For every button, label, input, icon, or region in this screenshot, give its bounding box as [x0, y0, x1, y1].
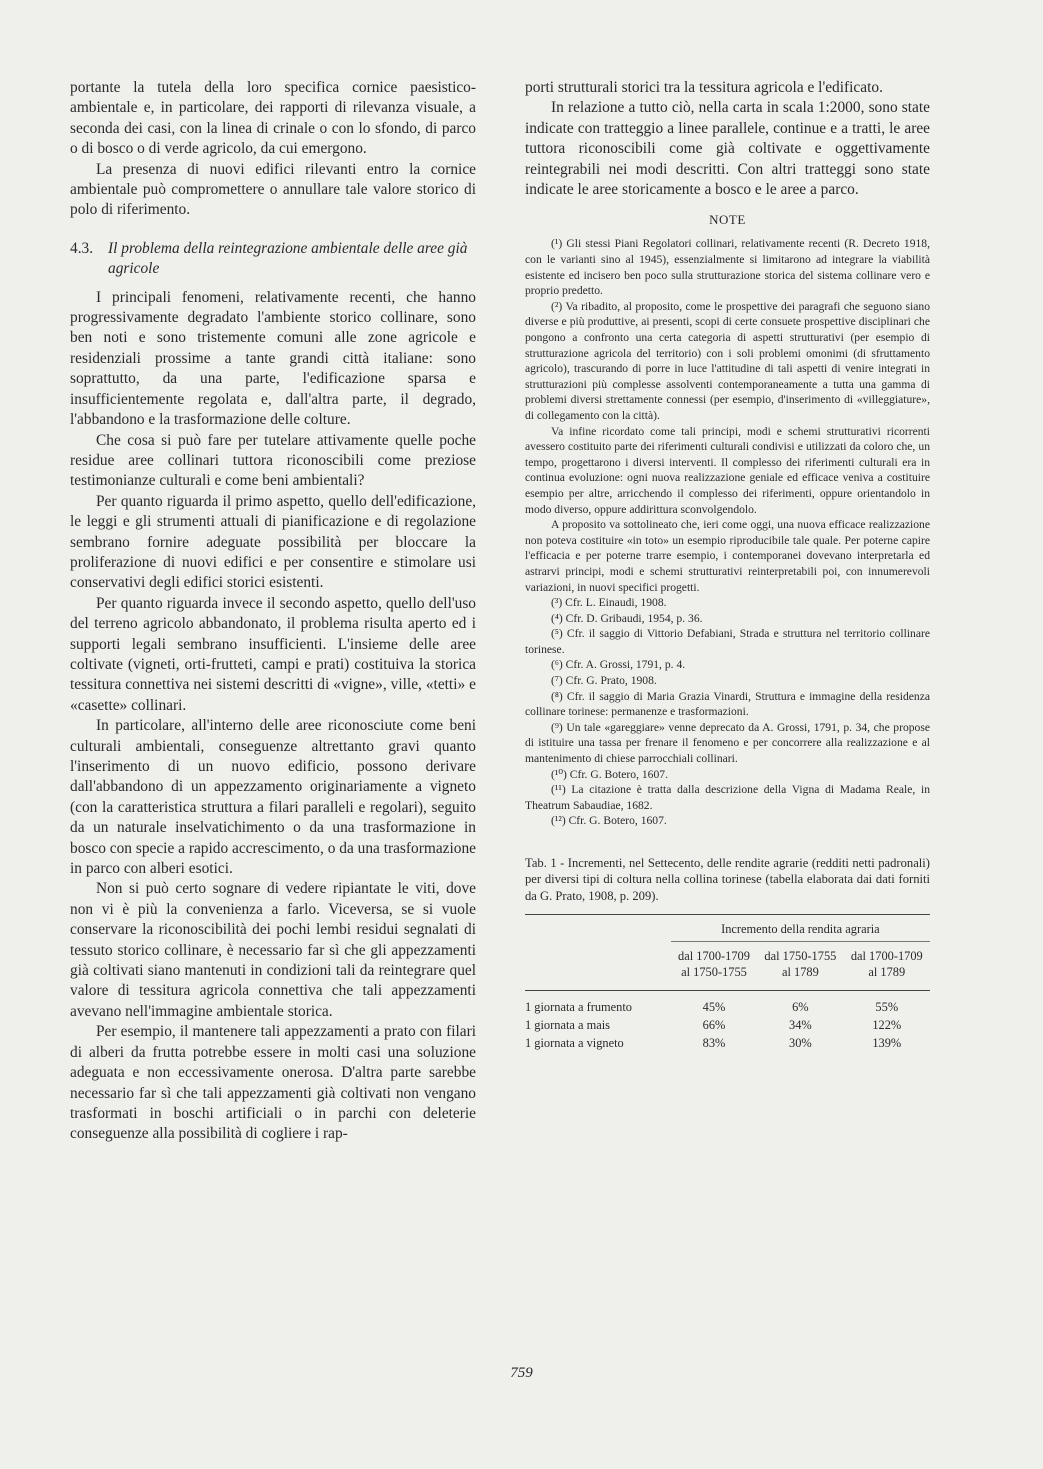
- note: (¹²) Cfr. G. Botero, 1607.: [551, 814, 667, 828]
- paragraph: I principali fenomeni, relativamente recenti, che hanno progressivamente degradato l'ambiente storico collinare, sono ben noti e sono tristemente comuni alle zone agricole e residenziali prossime a tante grandi città italiane: sono soprattutto, da una parte, l'edificazione sparsa e insufficientemente regolata e, dall'altra parte, il degrado, l'abbandono e la trasformazione delle colture.: [70, 288, 476, 429]
- note: (⁹) Un tale «gareggiare» venne deprecato da A. Grossi, 1791, p. 34, che propose di istituire una tassa per frenare il fenomeno e per concorrere alla realizzazione e al mantenimento di chiese parrocchiali collinari.: [525, 720, 930, 766]
- table-cell: 45%: [702, 1000, 726, 1015]
- table-row: [525, 991, 930, 1017]
- paragraph: porti strutturali storici tra la tessitura agricola e l'edificato.: [525, 79, 883, 96]
- note: (¹¹) La citazione è tratta dalla descrizione della Vigna di Madama Reale, in Theatrum Sabaudiae, 1682.: [525, 783, 930, 812]
- table-cell: 139%: [872, 1036, 902, 1051]
- paragraph: Per esempio, il mantenere tali appezzamenti a prato con filari di alberi da frutta potrebbe essere in molti casi una soluzione adeguata e non eccessivamente onerosa. D'altra parte sarebbe necessario far sì che tali appezzamenti già coltivati non vengano trasformati in boschi artificiali o in parchi con deleterie conseguenze alla possibilità di cogliere i rap-: [70, 1023, 476, 1143]
- table-row: [525, 1034, 930, 1052]
- paragraph: portante la tutela della loro specifica cornice paesistico-ambientale e, in particolare, dei rapporti di rilevanza visuale, a seconda dei casi, con la linea di crinale o con lo sfondo, di parco o di bosco o di verde agricolo, da cui emergono.: [70, 79, 476, 158]
- paragraph: In relazione a tutto ciò, nella carta in scala 1:2000, sono state indicate con tratteggio a linee parallele, continue e a tratti, le aree tuttora riconoscibili come già coltivate e oggettivamente reintegrabili nei modi descritti. Con altri tratteggi sono state indicate le aree storicamente a bosco e le aree a parco.: [525, 99, 930, 199]
- page-number: 759: [510, 1365, 533, 1381]
- paragraph: Per quanto riguarda invece il secondo aspetto, quello dell'uso del terreno agricolo abbandonato, il problema risulta aperto ed i supporti legali sembrano insufficienti. L'insieme delle aree coltivate (vigneti, orti-frutteti, campi e prati) costituiva la storica tessitura connettiva nei sistemi descritti di «vigne», ville, «tetti» e «casette» collinari.: [70, 594, 476, 714]
- paragraph: Che cosa si può fare per tutelare attivamente quelle poche residue aree collinari tuttora riconoscibili come preziose testimonianze culturali e come beni ambientali?: [70, 431, 476, 490]
- left-text: [70, 78, 476, 221]
- notes-list: [525, 236, 930, 829]
- row-label: 1 giornata a mais: [525, 1018, 610, 1033]
- note: (⁶) Cfr. A. Grossi, 1791, p. 4.: [551, 658, 686, 672]
- table-cell: 122%: [872, 1018, 902, 1033]
- note: (⁷) Cfr. G. Prato, 1908.: [551, 674, 657, 688]
- section-heading: [70, 239, 476, 280]
- table-group-header: Incremento della rendita agraria: [671, 921, 930, 942]
- table-cell: 6%: [792, 1000, 809, 1015]
- note: (³) Cfr. L. Einaudi, 1908.: [551, 596, 667, 610]
- note: (¹) Gli stessi Piani Regolatori collinari, relativamente recenti (R. Decreto 1918, con le varianti sino al 1945), essenzialmente si limitarono ad integrare la viabilità esistente ed incisero ben poco sulla strutturazione storica del sistema collinare vero e proprio predetto.: [525, 237, 930, 298]
- note: (¹⁰) Cfr. G. Botero, 1607.: [551, 767, 668, 781]
- note: (⁴) Cfr. D. Gribaudi, 1954, p. 36.: [551, 611, 703, 625]
- paragraph: Per quanto riguarda il primo aspetto, quello dell'edificazione, le leggi e gli strumenti attuali di pianificazione e di regolazione sembrano fornire adeguate possibilità per bloccare la proliferazione di nuovi edifici e per consentire e stimolare usi conservativi degli edifici storici esistenti.: [70, 492, 476, 592]
- note: Va infine ricordato come tali principi, modi e schemi strutturativi ricorrenti avessero costituito parte dei riferimenti culturali condivisi e utilizzati da coloro che, un tempo, progettarono i diversi interventi. Il complesso dei riferimenti culturali era in continua evoluzione: ogni nuova realizzazione geniale ed efficace veniva a costituire esempio per altre, arricchendo il complesso dei riferimenti, oppure orientandolo in modo diverso, oppure addirittura sconvolgendolo.: [525, 424, 930, 516]
- right-text: [525, 78, 930, 200]
- left-column: [70, 78, 476, 1145]
- table-cell: 55%: [875, 1000, 899, 1015]
- table-caption: Tab. 1 - Incrementi, nel Settecento, delle rendite agrarie (redditi netti padronali) per diversi tipi di coltura nella collina torinese (tabella elaborata dai dati forniti da G. Prato, 1908, p. 209).: [525, 856, 930, 903]
- section-title: Il problema della reintegrazione ambientale delle aree già agricole: [108, 239, 468, 278]
- table-row: [525, 1016, 930, 1034]
- row-label: 1 giornata a frumento: [525, 1000, 633, 1015]
- paragraph: Non si può certo sognare di vedere ripiantate le viti, dove non vi è più la convenienza a farlo. Viceversa, se si vuole conservare la riconoscibilità dei pochi lembi residui segnalati di tessuto storico collinare, è necessario far sì che gli appezzamenti già coltivati siano mantenuti in condizioni tali da reintegrare quel valore di tessitura agricola connettiva che tali appezzamenti avevano nell'immagine ambientale storica.: [70, 880, 476, 1020]
- data-table: [525, 914, 930, 1052]
- column-header: dal 1700-1709 al 1750-1755: [671, 942, 757, 991]
- right-column: [525, 78, 930, 1052]
- table-cell: 83%: [702, 1036, 726, 1051]
- column-header: dal 1750-1755 al 1789: [757, 942, 843, 991]
- note: (²) Va ribadito, al proposito, come le prospettive dei paragrafi che seguono siano diverse e più produttive, ai presenti, scopi di certe consuete prospettive disciplinari che pongono a confronto una certa categoria di aspetti strutturativi (per esempio di strutturazione agricola del territorio) con i soli problemi omonimi (di sfruttamento agricolo), trascurando di porre in luce l'attitudine di tali aspetti di venire integrati in strutturazioni più complesse assolventi contemporaneamente a tutta una gamma di problemi diversi strettamente connessi (per esempio, d'inserimento di «villeggiature», di collegamento con la città).: [525, 299, 930, 422]
- notes-title: NOTE: [709, 212, 746, 228]
- section-body: [70, 288, 476, 1145]
- paragraph: La presenza di nuovi edifici rilevanti entro la cornice ambientale può compromettere o annullare tale valore storico di polo di riferimento.: [70, 160, 476, 219]
- table-cell: 34%: [789, 1018, 812, 1033]
- note: (⁸) Cfr. il saggio di Maria Grazia Vinardi, Struttura e immagine della residenza collinare torinese: permanenze e trasformazioni.: [525, 689, 930, 719]
- table-cell: 30%: [789, 1036, 812, 1051]
- note: (⁵) Cfr. il saggio di Vittorio Defabiani, Strada e struttura nel territorio collinare torinese.: [525, 627, 930, 656]
- note: A proposito va sottolineato che, ieri come oggi, una nuova efficace realizzazione non poteva costituire «in toto» un esempio riproducibile tale quale. Per poterne capire l'efficacia e per poterne trarre esempio, i contemporanei dovevano interpretarla ed astrarvi principi, modi e schemi strutturativi reinterpretabili poi, con innumerevoli variazioni, in nuovi specifici progetti.: [525, 518, 930, 594]
- column-header: dal 1700-1709 al 1789: [844, 942, 930, 991]
- section-number: 4.3.: [70, 239, 94, 257]
- paragraph: In particolare, all'interno delle aree riconosciute come beni culturali ambientali, conseguenze altrettanto gravi quanto l'inserimento di un nuovo edificio, possono derivare dall'abbandono di un appezzamento originariamente a vigneto (con la caratteristica struttura a filari paralleli e regolari), seguito da un naturale inselvatichimento o da una trasformazione in bosco con specie a rapido accrescimento, o da una trasformazione in parco con alberi esotici.: [70, 717, 476, 878]
- row-label: 1 giornata a vigneto: [525, 1036, 624, 1051]
- table-cell: 66%: [702, 1018, 726, 1033]
